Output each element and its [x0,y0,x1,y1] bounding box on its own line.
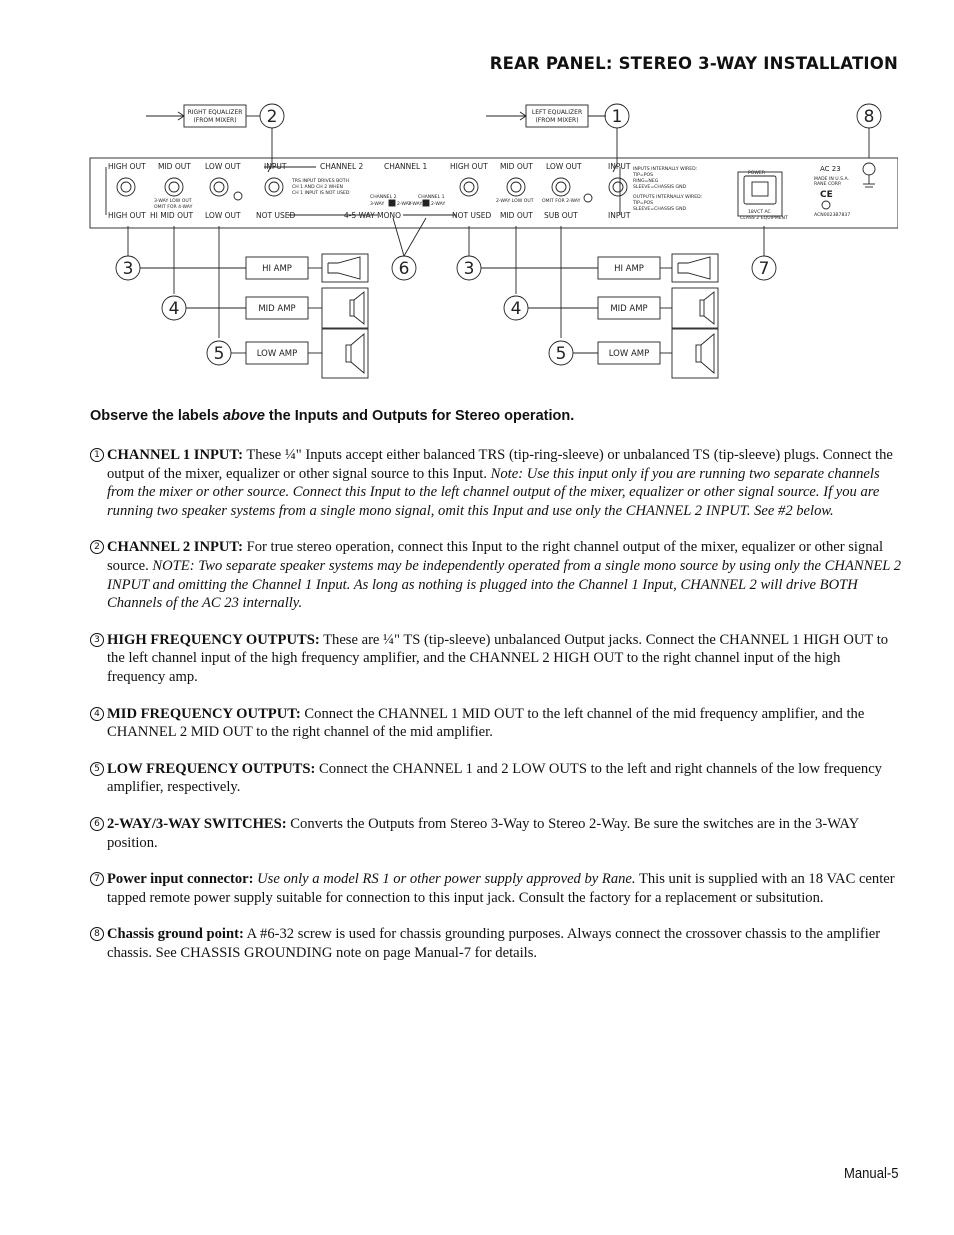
item-number: 8 [90,927,104,941]
observe-emphasis: above [222,408,265,424]
panel-label: MID OUT [500,162,533,171]
panel-note: 18VCT AC [748,210,771,215]
callout-5: 5 [555,344,567,364]
callout-3: 3 [463,259,475,279]
panel-note: RANE CORP. [814,182,842,187]
panel-label: SUB OUT [544,211,578,220]
panel-note: RING=NEG [633,179,659,184]
item-label: MID FREQUENCY OUTPUT: [107,705,301,722]
callout-8: 8 [863,107,875,127]
panel-note: CLASS 2 EQUIPMENT [740,216,788,221]
item-text: Connect the CHANNEL 1 MID OUT to the left channel of the mid frequency amplifier, and the CHANNEL 2 MID OUT to the right channel of the mid amplifier. [107,705,865,741]
ul-mark-icon [822,201,830,209]
item-label: Chassis ground point: [107,926,244,943]
eq-right-label: RIGHT EQUALIZER [187,109,243,116]
item-label: HIGH FREQUENCY OUTPUTS: [107,631,320,648]
panel-label: CHANNEL 1 [384,162,428,171]
panel-note: CH 1 INPUT IS NOT USED [292,191,350,196]
panel-note: TIP=POS [633,201,654,206]
item-text: For true stereo operation, connect this Input to the right channel output of the mixer, equalizer or other signal source. [107,539,884,574]
observe-text: Observe the labels [90,408,223,424]
panel-note: 2-WAY LOW OUT [496,199,534,204]
panel-note: TRS INPUT DRIVES BOTH [292,179,350,184]
panel-note: 2-WAY [431,202,446,207]
item-number: 6 [90,817,104,831]
model-label: AC 23 [820,165,841,173]
panel-note: 3-WAY [408,202,423,207]
panel-label: LOW OUT [205,211,241,220]
item-label: CHANNEL 2 INPUT: [107,539,243,556]
item-text: Converts the Outputs from Stereo 3-Way to Stereo 2-Way. Be sure the switches are in the 3-WAY position. [107,815,859,851]
item-italic: Note: Use this input only if you are running two separate channels from the mixer or other source. Connect this Input to the left channel output of the mixer, equalizer or other signal source. If you are running two speaker systems from a single mono signal, omit this Input and use only the CHANNEL 2 INPUT. See #2 below. [107,465,880,519]
item-text: These ¼" Inputs accept either balanced TRS (tip-ring-sleeve) or unbalanced TS (tip-sleeve) plugs. Connect the output of the mixer, equalizer or other signal source to this Input. [107,447,893,482]
callout-7: 7 [758,259,770,279]
panel-note: MADE IN U.S.A. [814,177,849,182]
hi-amp-label: HI AMP [262,264,292,274]
panel-note: SLEEVE=CHASSIS GND [633,185,687,190]
panel-label: HIGH OUT [450,162,488,171]
panel-note: POWER [748,171,766,176]
panel-label: HIGH OUT [108,211,146,220]
item-text: These are ¼" TS (tip-sleeve) unbalanced Output jacks. Connect the CHANNEL 1 HIGH OUT to the left channel input of the high frequency amplifier, and the CHANNEL 2 HIGH OUT to the right channel input of the high frequency amp. [107,631,889,685]
list-item [90,446,902,520]
page-title: REAR PANEL: STEREO 3-WAY INSTALLATION [489,54,898,73]
panel-note: CH 1 AND CH 2 WHEN [292,185,343,190]
item-number: 3 [90,633,104,647]
ce-mark: CE [820,190,833,200]
observe-note [90,408,574,424]
callout-5: 5 [213,344,225,364]
eq-right-sub: (FROM MIXER) [193,117,237,124]
panel-note: CHANNEL 2 [370,195,397,200]
panel-label: 4-5 WAY MONO [344,211,402,220]
callout-6: 6 [398,259,410,279]
item-number: 2 [90,540,104,554]
list-item [90,815,902,852]
item-number: 5 [90,762,104,776]
panel-label: CHANNEL 2 [320,162,364,171]
mid-amp-label: MID AMP [610,304,648,314]
item-italic: Use only a model RS 1 or other power supply approved by Rane. [257,871,636,888]
item-label: 2-WAY/3-WAY SWITCHES: [107,815,287,832]
item-text: Connect the CHANNEL 1 and 2 LOW OUTS to the left and right channels of the low frequency amplifier, respectively. [107,760,882,796]
panel-label: LOW OUT [205,162,241,171]
panel-note: OMIT FOR 4-WAY [154,205,193,210]
callout-4: 4 [510,299,522,319]
item-italic: NOTE: Two separate speaker systems may be independently operated from a single mono source by using only the CHANNEL 2 INPUT and omitting the Channel 1 Input. As long as nothing is plugged into the Channel 1 Input, CHANNEL 2 will drive BOTH Channels of the AC 23 internally. [107,557,902,612]
list-item [90,538,902,612]
eq-left-sub: (FROM MIXER) [535,117,579,124]
item-list [90,446,902,962]
panel-note: CHANNEL 1 [418,195,445,200]
item-number: 4 [90,707,104,721]
callout-1: 1 [611,107,623,127]
panel-note: TIP=POS [633,173,654,178]
panel-note: 3-WAY [370,202,385,207]
list-item [90,925,902,962]
list-item [90,705,902,742]
callout-4: 4 [168,299,180,319]
observe-text: the Inputs and Outputs for Stereo operation. [264,408,575,424]
item-number: 7 [90,872,104,886]
panel-note: SLEEVE=CHASSIS GND [633,207,687,212]
list-item [90,631,902,687]
list-item [90,870,902,907]
item-label: LOW FREQUENCY OUTPUTS: [107,760,316,777]
rear-panel-diagram [88,96,898,386]
panel-label: NOT USED [256,211,296,220]
low-amp-label: LOW AMP [608,349,650,359]
list-item [90,760,902,797]
low-amp-label: LOW AMP [256,349,298,359]
panel-note: 3-WAY LOW OUT [154,199,192,204]
mid-amp-label: MID AMP [258,304,296,314]
panel-note: OMIT FOR 2-WAY [542,199,581,204]
panel-label: HI MID OUT [150,211,194,220]
panel-note: 2-WAY [397,202,412,207]
panel-label: INPUT [608,211,631,220]
panel-label: MID OUT [158,162,191,171]
hi-amp-label: HI AMP [614,264,644,274]
panel-label: MID OUT [500,211,533,220]
item-text: This unit is supplied with an 18 VAC center tapped remote power supply suitable for connection to this input jack. Consult the factory for a replacement or subsitution. [107,871,895,906]
item-number: 1 [90,448,104,462]
panel-note: ACN0023B7837 [814,213,851,218]
panel-note: OUTPUTS INTERNALLY WIRED: [633,195,703,200]
page-number: Manual-5 [843,1166,898,1182]
panel-label: LOW OUT [546,162,582,171]
panel-label: NOT USED [452,211,492,220]
panel-label: HIGH OUT [108,162,146,171]
panel-note: INPUTS INTERNALLY WIRED: [633,167,698,172]
callout-3: 3 [122,259,134,279]
item-text: A #6-32 screw is used for chassis grounding purposes. Always connect the crossover chassis to the amplifier chassis. See CHASSIS GROUNDING note on page Manual-7 for details. [107,926,881,961]
panel-label: INPUT [608,162,631,171]
item-label: CHANNEL 1 INPUT: [107,447,243,463]
callout-2: 2 [266,107,278,127]
panel-label: INPUT [264,162,287,171]
eq-left-label: LEFT EQUALIZER [531,109,583,116]
item-label: Power input connector: [107,871,254,888]
